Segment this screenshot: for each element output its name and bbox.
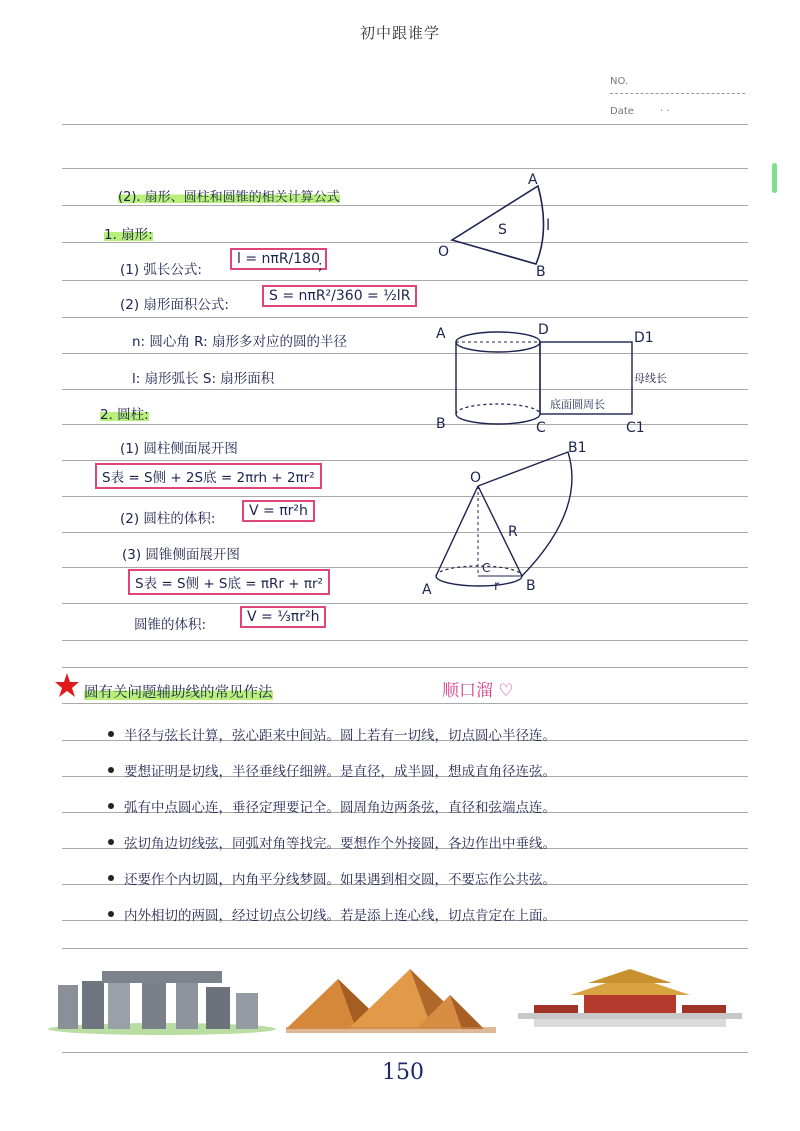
cylinder-volume-formula: V = πr²h	[242, 500, 315, 522]
arc-length-formula: l = nπR/180	[230, 248, 327, 270]
page-number: 150	[382, 1060, 424, 1085]
arc-length-tail: ;	[318, 258, 323, 274]
sector-note-1: n: 圆心角 R: 扇形多对应的圆的半径	[132, 334, 347, 350]
bullet-icon	[108, 731, 114, 737]
sector-diagram	[430, 170, 570, 280]
cyl-label-c: C	[536, 420, 546, 436]
arc-length-label: (1) 弧长公式:	[120, 262, 202, 278]
list-item: 弦切角边切线弦，同弧对角等找完。要想作个外接圆，各边作出中垂线。	[108, 824, 556, 860]
sector-note-2: l: 扇形弧长 S: 扇形面积	[132, 371, 275, 387]
cone-label-a: A	[422, 582, 432, 598]
sector-area-formula: S = nπR²/360 = ½lR	[262, 285, 417, 307]
bullet-icon	[108, 911, 114, 917]
sector-label-o: O	[438, 244, 450, 260]
tips-list	[108, 716, 556, 932]
list-item: 半径与弦长计算，弦心距来中间站。圆上若有一切线，切点圆心半径连。	[108, 716, 556, 752]
cylinder-title: 2. 圆柱:	[100, 403, 149, 423]
cylinder-lateral-label: (1) 圆柱侧面展开图	[120, 441, 238, 457]
cone-label-o: O	[470, 470, 482, 486]
side-tab-mark	[772, 163, 777, 193]
list-item: 弧有中点圆心连，垂径定理要记全。圆周角边两条弦，直径和弦端点连。	[108, 788, 556, 824]
bullet-icon	[108, 875, 114, 881]
section-heading: (2). 扇形、圆柱和圆锥的相关计算公式	[118, 186, 340, 205]
sector-area-label: (2) 扇形面积公式:	[120, 297, 229, 313]
pyramids-illustration	[286, 965, 502, 1037]
cone-label-c: C	[482, 561, 491, 575]
date-label: Date	[610, 106, 634, 117]
cone-label-r-big: R	[508, 524, 518, 540]
sector-label-b: B	[536, 264, 546, 280]
sector-label-s: S	[498, 222, 507, 238]
list-item: 还要作个内切圆，内角平分线梦圆。如果遇到相交圆，不要忘作公共弦。	[108, 860, 556, 896]
no-dashed-line	[610, 93, 745, 94]
sector-label-a: A	[528, 172, 538, 188]
stonehenge-illustration	[46, 965, 278, 1037]
cone-label-b1: B1	[568, 440, 587, 456]
tips-tag: 顺口溜 ♡	[442, 681, 514, 701]
cyl-label-b: B	[436, 416, 446, 432]
tips-title: 圆有关问题辅助线的常见作法	[84, 681, 273, 702]
cylinder-surface-formula: S表 = S侧 + 2S底 = 2πrh + 2πr²	[95, 463, 322, 489]
no-label: NO.	[610, 76, 629, 87]
forbidden-city-illustration	[514, 965, 746, 1037]
list-item: 内外相切的两圆，经过切点公切线。若是添上连心线，切点肯定在上面。	[108, 896, 556, 932]
cyl-label-d1: D1	[634, 330, 654, 346]
cyl-base-circumference: 底面圆周长	[550, 398, 605, 411]
cone-volume-formula: V = ⅓πr²h	[240, 606, 326, 628]
cone-volume-label: 圆锥的体积:	[134, 617, 207, 633]
sector-title: 1. 扇形:	[104, 223, 153, 243]
date-separator: · ·	[660, 106, 670, 117]
sector-label-l: l	[546, 216, 551, 234]
cylinder-volume-label: (2) 圆柱的体积:	[120, 511, 216, 527]
cone-diagram	[418, 440, 588, 602]
cyl-generatrix: 母线长	[634, 372, 667, 385]
cone-lateral-label: (3) 圆锥侧面展开图	[122, 547, 240, 563]
cylinder-diagram	[432, 318, 682, 436]
list-item: 要想证明是切线，半径垂线仔细辨。是直径，成半圆，想成直角径连弦。	[108, 752, 556, 788]
cone-label-b: B	[526, 578, 536, 594]
cyl-label-c1: C1	[626, 420, 645, 436]
cyl-label-d: D	[538, 322, 549, 338]
page-header-title: 初中跟谁学	[359, 24, 440, 42]
cone-label-r-small: r	[494, 579, 500, 594]
bullet-icon	[108, 839, 114, 845]
bullet-icon	[108, 803, 114, 809]
cone-surface-formula: S表 = S侧 + S底 = πRr + πr²	[128, 569, 330, 595]
red-star-icon	[54, 672, 80, 698]
cyl-label-a: A	[436, 326, 446, 342]
bullet-icon	[108, 767, 114, 773]
